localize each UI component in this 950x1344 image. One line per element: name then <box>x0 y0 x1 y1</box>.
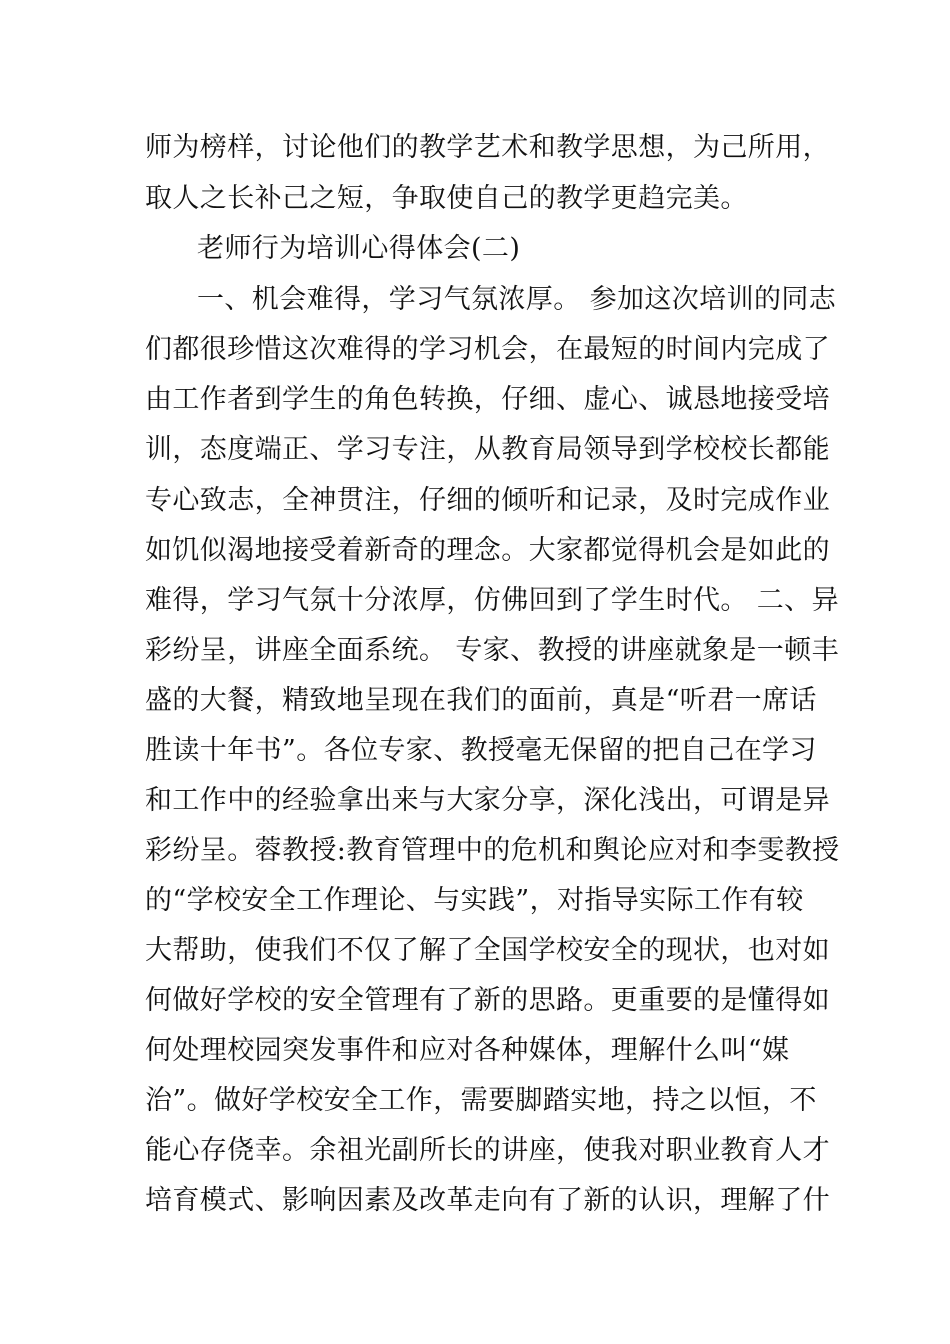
body-line: 由工作者到学生的角色转换，仔细、虚心、诚恳地接受培 <box>145 384 830 415</box>
body-line: 大帮助，使我们不仅了解了全国学校安全的现状，也对如 <box>145 935 830 966</box>
body-line: 如饥似渴地接受着新奇的理念。大家都觉得机会是如此的 <box>145 535 830 566</box>
body-line: 取人之长补己之短，争取使自己的教学更趋完美。 <box>145 183 748 214</box>
body-line: 难得，学习气氛十分浓厚，仿佛回到了学生时代。 二、异 <box>145 585 839 616</box>
body-line: 何做好学校的安全管理有了新的思路。更重要的是懂得如 <box>145 985 830 1016</box>
body-line: 治”。做好学校安全工作，需要脚踏实地，持之以恒，不 <box>145 1085 817 1116</box>
body-line: 训，态度端正、学习专注，从教育局领导到学校校长都能 <box>145 434 830 465</box>
body-line: 专心致志，全神贯注，仔细的倾听和记录，及时完成作业 <box>145 485 830 516</box>
body-line: 一、机会难得，学习气氛浓厚。 参加这次培训的同志 <box>197 284 837 315</box>
section-title: 老师行为培训心得体会(二) <box>197 233 521 264</box>
body-line: 彩纷呈。蓉教授:教育管理中的危机和舆论应对和李雯教授 <box>145 835 840 866</box>
body-line: 胜读十年书”。各位专家、教授毫无保留的把自己在学习 <box>145 735 817 766</box>
body-line: 师为榜样，讨论他们的教学艺术和教学思想，为己所用， <box>145 132 830 163</box>
body-line: 何处理校园突发事件和应对各种媒体，理解什么叫“媒 <box>145 1035 790 1066</box>
body-line: 的“学校安全工作理论、与实践”，对指导实际工作有较 <box>145 885 804 916</box>
body-line: 盛的大餐，精致地呈现在我们的面前，真是“听君一席话 <box>145 685 817 716</box>
body-line: 和工作中的经验拿出来与大家分享，深化浅出，可谓是异 <box>145 785 830 816</box>
body-line: 能心存侥幸。余祖光副所长的讲座，使我对职业教育人才 <box>145 1135 830 1166</box>
body-line: 培育模式、影响因素及改革走向有了新的认识，理解了什 <box>145 1185 830 1216</box>
body-line: 彩纷呈，讲座全面系统。 专家、教授的讲座就象是一顿丰 <box>145 635 839 666</box>
body-line: 们都很珍惜这次难得的学习机会，在最短的时间内完成了 <box>145 334 830 365</box>
